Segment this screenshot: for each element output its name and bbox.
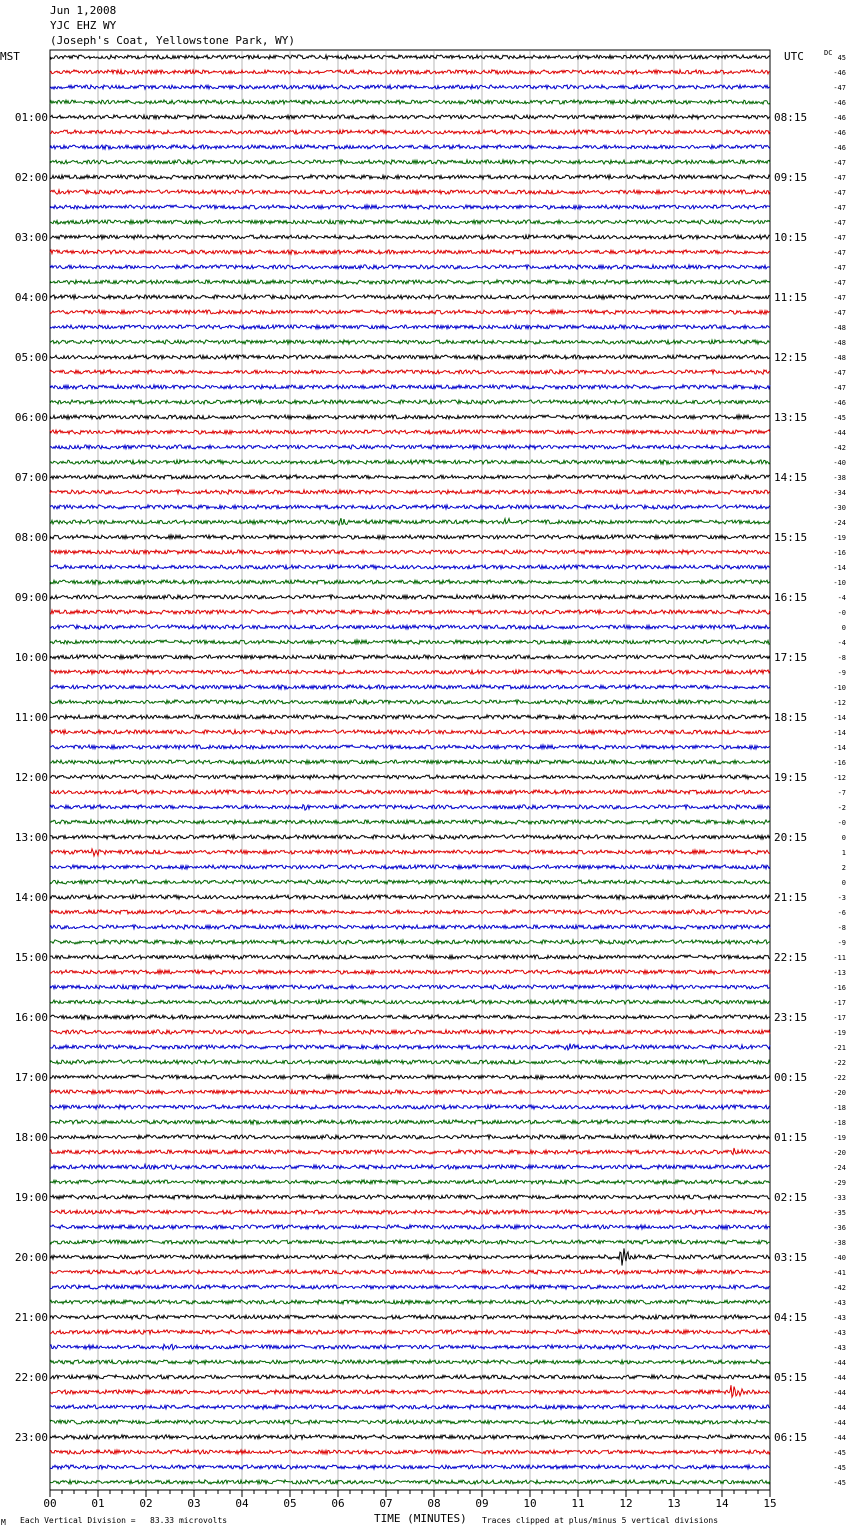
dc-offset-label: 2 bbox=[841, 864, 846, 872]
trace-line bbox=[50, 849, 770, 856]
trace-line bbox=[50, 115, 770, 119]
trace-line bbox=[50, 730, 770, 734]
left-timezone-label: MST bbox=[0, 50, 20, 63]
dc-offset-label: -34 bbox=[833, 489, 846, 497]
dc-offset-label: -48 bbox=[833, 324, 846, 332]
dc-offset-label: -36 bbox=[833, 1224, 846, 1232]
dc-offset-label: -38 bbox=[833, 474, 846, 482]
trace-line bbox=[50, 1180, 770, 1184]
left-hour-label: 21:00 bbox=[14, 1311, 48, 1324]
left-hour-label: 04:00 bbox=[14, 291, 48, 304]
left-hour-label: 07:00 bbox=[14, 471, 48, 484]
trace-line bbox=[50, 1360, 770, 1364]
left-hour-label: 22:00 bbox=[14, 1371, 48, 1384]
trace-line bbox=[50, 985, 770, 989]
dc-offset-label: -7 bbox=[837, 789, 846, 797]
dc-offset-label: -46 bbox=[833, 129, 846, 137]
dc-offset-label: -47 bbox=[833, 294, 846, 302]
trace-line bbox=[50, 55, 770, 59]
trace-line bbox=[50, 1420, 770, 1424]
left-hour-label: 05:00 bbox=[14, 351, 48, 364]
trace-line bbox=[50, 865, 770, 869]
trace-line bbox=[50, 400, 770, 404]
dc-offset-label: -44 bbox=[833, 1374, 846, 1382]
right-hour-label: 02:15 bbox=[774, 1191, 808, 1204]
left-hour-label: 11:00 bbox=[14, 711, 48, 724]
dc-offset-header: DC bbox=[824, 49, 833, 57]
trace-line bbox=[50, 955, 770, 959]
trace-line bbox=[50, 310, 770, 314]
x-tick-label: 03 bbox=[187, 1497, 201, 1510]
dc-offset-label: -44 bbox=[833, 429, 846, 437]
trace-line bbox=[50, 265, 770, 269]
trace-line bbox=[50, 760, 770, 764]
trace-line bbox=[50, 145, 770, 149]
right-hour-label: 22:15 bbox=[774, 951, 808, 964]
dc-offset-label: -44 bbox=[833, 1389, 846, 1397]
trace-line bbox=[50, 1240, 770, 1244]
dc-offset-label: -22 bbox=[833, 1074, 846, 1082]
trace-line bbox=[50, 685, 770, 689]
dc-offset-label: 0 bbox=[841, 834, 846, 842]
dc-offset-label: -17 bbox=[833, 1014, 846, 1022]
dc-offset-label: -13 bbox=[833, 969, 846, 977]
dc-offset-label: -29 bbox=[833, 1179, 846, 1187]
x-tick-label: 10 bbox=[523, 1497, 537, 1510]
trace-line bbox=[50, 805, 770, 811]
trace-line bbox=[50, 775, 770, 779]
x-tick-label: 07 bbox=[379, 1497, 393, 1510]
trace-line bbox=[50, 220, 770, 224]
trace-line bbox=[50, 1195, 770, 1199]
dc-offset-label: -12 bbox=[833, 774, 846, 782]
dc-offset-label: -46 bbox=[833, 144, 846, 152]
right-hour-label: 11:15 bbox=[774, 291, 808, 304]
dc-offset-label: -9 bbox=[837, 939, 846, 947]
dc-offset-label: -6 bbox=[837, 909, 846, 917]
trace-line bbox=[50, 1435, 770, 1439]
trace-line bbox=[50, 235, 770, 239]
dc-offset-label: -16 bbox=[833, 984, 846, 992]
left-hour-label: 19:00 bbox=[14, 1191, 48, 1204]
trace-line bbox=[50, 670, 770, 674]
right-timezone-label: UTC bbox=[784, 50, 804, 63]
trace-line bbox=[50, 445, 770, 449]
right-hour-label: 16:15 bbox=[774, 591, 808, 604]
dc-offset-label: -21 bbox=[833, 1044, 846, 1052]
dc-offset-label: -19 bbox=[833, 534, 846, 542]
dc-offset-label: -46 bbox=[833, 114, 846, 122]
trace-line bbox=[50, 940, 770, 944]
dc-offset-label: -19 bbox=[833, 1134, 846, 1142]
x-tick-label: 09 bbox=[475, 1497, 489, 1510]
dc-offset-label: -47 bbox=[833, 369, 846, 377]
dc-offset-label: -47 bbox=[833, 384, 846, 392]
trace-line bbox=[50, 535, 770, 539]
trace-line bbox=[50, 340, 770, 344]
trace-line bbox=[50, 1148, 770, 1155]
dc-offset-label: -47 bbox=[833, 84, 846, 92]
x-axis-title: TIME (MINUTES) bbox=[374, 1512, 467, 1525]
dc-offset-label: -47 bbox=[833, 219, 846, 227]
dc-offset-label: -46 bbox=[833, 399, 846, 407]
left-hour-label: 13:00 bbox=[14, 831, 48, 844]
trace-line bbox=[50, 355, 770, 359]
x-tick-label: 13 bbox=[667, 1497, 681, 1510]
left-hour-label: 20:00 bbox=[14, 1251, 48, 1264]
dc-offset-label: -16 bbox=[833, 549, 846, 557]
trace-line bbox=[50, 970, 770, 974]
scale-note: Each Vertical Division = 83.33 microvolts bbox=[20, 1516, 228, 1525]
left-hour-label: 23:00 bbox=[14, 1431, 48, 1444]
trace-line bbox=[50, 550, 770, 554]
trace-line bbox=[50, 700, 770, 704]
right-hour-label: 18:15 bbox=[774, 711, 808, 724]
dc-offset-label: -22 bbox=[833, 1059, 846, 1067]
trace-line bbox=[50, 1405, 770, 1409]
trace-line bbox=[50, 1344, 770, 1349]
right-hour-label: 20:15 bbox=[774, 831, 808, 844]
dc-offset-label: -8 bbox=[837, 924, 846, 932]
dc-offset-label: -47 bbox=[833, 234, 846, 242]
trace-line bbox=[50, 910, 770, 914]
left-hour-label: 16:00 bbox=[14, 1011, 48, 1024]
x-tick-label: 15 bbox=[763, 1497, 777, 1510]
dc-offset-label: -35 bbox=[833, 1209, 846, 1217]
right-hour-label: 00:15 bbox=[774, 1071, 808, 1084]
dc-offset-label: -47 bbox=[833, 189, 846, 197]
dc-offset-label: -41 bbox=[833, 1269, 846, 1277]
trace-line bbox=[50, 85, 770, 89]
trace-line bbox=[50, 880, 770, 884]
trace-line bbox=[50, 415, 770, 419]
trace-line bbox=[50, 1480, 770, 1484]
trace-line bbox=[50, 1315, 770, 1319]
trace-line bbox=[50, 190, 770, 194]
dc-offset-label: -2 bbox=[837, 804, 846, 812]
dc-offset-label: -12 bbox=[833, 699, 846, 707]
dc-offset-label: -45 bbox=[833, 1479, 846, 1487]
trace-line bbox=[50, 1465, 770, 1469]
x-tick-label: 06 bbox=[331, 1497, 345, 1510]
trace-line bbox=[50, 1135, 770, 1139]
x-tick-label: 05 bbox=[283, 1497, 297, 1510]
dc-offset-label: -47 bbox=[833, 159, 846, 167]
trace-line bbox=[50, 175, 770, 179]
dc-offset-label: -44 bbox=[833, 1404, 846, 1412]
dc-offset-label: -43 bbox=[833, 1314, 846, 1322]
dc-offset-label: -20 bbox=[833, 1089, 846, 1097]
dc-offset-label: -48 bbox=[833, 339, 846, 347]
dc-offset-label: -44 bbox=[833, 1359, 846, 1367]
trace-line bbox=[50, 295, 770, 299]
trace-line bbox=[50, 1385, 770, 1397]
trace-line bbox=[50, 820, 770, 824]
dc-offset-label: -24 bbox=[833, 1164, 846, 1172]
trace-line bbox=[50, 518, 770, 525]
left-hour-label: 10:00 bbox=[14, 651, 48, 664]
dc-offset-label: -48 bbox=[833, 354, 846, 362]
trace-line bbox=[50, 1000, 770, 1004]
dc-offset-label: -9 bbox=[837, 669, 846, 677]
trace-line bbox=[50, 745, 770, 749]
dc-offset-label: -19 bbox=[833, 1029, 846, 1037]
dc-offset-label: -40 bbox=[833, 459, 846, 467]
trace-line bbox=[50, 925, 770, 929]
trace-line bbox=[50, 1075, 770, 1079]
right-hour-label: 23:15 bbox=[774, 1011, 808, 1024]
trace-line bbox=[50, 580, 770, 584]
trace-line bbox=[50, 1330, 770, 1334]
x-tick-label: 02 bbox=[139, 1497, 153, 1510]
trace-line bbox=[50, 1285, 770, 1289]
right-hour-label: 10:15 bbox=[774, 231, 808, 244]
trace-line bbox=[50, 1090, 770, 1094]
station-code: YJC EHZ WY bbox=[50, 19, 117, 32]
trace-line bbox=[50, 595, 770, 599]
trace-line bbox=[50, 790, 770, 794]
dc-offset-label: -30 bbox=[833, 504, 846, 512]
x-tick-label: 14 bbox=[715, 1497, 729, 1510]
dc-offset-label: -24 bbox=[833, 519, 846, 527]
trace-line bbox=[50, 715, 770, 719]
trace-line bbox=[50, 160, 770, 164]
trace-line bbox=[50, 325, 770, 329]
left-hour-label: 14:00 bbox=[14, 891, 48, 904]
dc-offset-label: -33 bbox=[833, 1194, 846, 1202]
dc-offset-label: -40 bbox=[833, 1254, 846, 1262]
x-tick-label: 04 bbox=[235, 1497, 249, 1510]
trace-line bbox=[50, 1120, 770, 1124]
dc-offset-label: -3 bbox=[837, 894, 846, 902]
dc-offset-label: -43 bbox=[833, 1329, 846, 1337]
station-location: (Joseph's Coat, Yellowstone Park, WY) bbox=[50, 34, 296, 47]
dc-offset-label: -0 bbox=[837, 609, 846, 617]
right-hour-label: 13:15 bbox=[774, 411, 808, 424]
dc-offset-label: -47 bbox=[833, 309, 846, 317]
trace-line bbox=[50, 610, 770, 614]
trace-line bbox=[50, 370, 770, 374]
right-hour-label: 05:15 bbox=[774, 1371, 808, 1384]
trace-line bbox=[50, 205, 770, 209]
left-hour-label: 08:00 bbox=[14, 531, 48, 544]
dc-offset-label: -47 bbox=[833, 174, 846, 182]
right-hour-label: 08:15 bbox=[774, 111, 808, 124]
dc-offset-label: -42 bbox=[833, 444, 846, 452]
trace-line bbox=[50, 1300, 770, 1304]
trace-line bbox=[50, 1375, 770, 1379]
dc-offset-label: 1 bbox=[841, 849, 846, 857]
trace-line bbox=[50, 490, 770, 494]
x-tick-label: 11 bbox=[571, 1497, 585, 1510]
trace-line bbox=[50, 565, 770, 569]
right-hour-label: 19:15 bbox=[774, 771, 808, 784]
left-hour-label: 17:00 bbox=[14, 1071, 48, 1084]
right-hour-label: 09:15 bbox=[774, 171, 808, 184]
dc-offset-label: -4 bbox=[837, 639, 846, 647]
left-hour-label: 02:00 bbox=[14, 171, 48, 184]
right-hour-label: 15:15 bbox=[774, 531, 808, 544]
x-tick-label: 08 bbox=[427, 1497, 441, 1510]
x-tick-label: 00 bbox=[43, 1497, 57, 1510]
trace-line bbox=[50, 130, 770, 134]
right-hour-label: 14:15 bbox=[774, 471, 808, 484]
plot-date: Jun 1,2008 bbox=[50, 4, 117, 17]
dc-offset-label: -45 bbox=[833, 1449, 846, 1457]
dc-offset-label: -47 bbox=[833, 279, 846, 287]
right-hour-label: 04:15 bbox=[774, 1311, 808, 1324]
trace-line bbox=[50, 1164, 770, 1169]
trace-line bbox=[50, 895, 770, 899]
dc-offset-label: -38 bbox=[833, 1239, 846, 1247]
dc-offset-label: -10 bbox=[833, 684, 846, 692]
dc-offset-label: -46 bbox=[833, 69, 846, 77]
left-hour-label: 03:00 bbox=[14, 231, 48, 244]
dc-offset-label: -8 bbox=[837, 654, 846, 662]
dc-offset-label: -42 bbox=[833, 1284, 846, 1292]
dc-offset-label: -45 bbox=[833, 414, 846, 422]
left-hour-label: 15:00 bbox=[14, 951, 48, 964]
dc-offset-label: -18 bbox=[833, 1104, 846, 1112]
dc-offset-label: -43 bbox=[833, 1344, 846, 1352]
trace-line bbox=[50, 280, 770, 284]
dc-offset-label: -17 bbox=[833, 999, 846, 1007]
left-hour-label: 12:00 bbox=[14, 771, 48, 784]
dc-offset-label: 45 bbox=[837, 54, 846, 62]
trace-line bbox=[50, 505, 770, 509]
trace-line bbox=[50, 1030, 770, 1034]
dc-offset-label: -43 bbox=[833, 1299, 846, 1307]
dc-offset-label: -47 bbox=[833, 249, 846, 257]
trace-line bbox=[50, 100, 770, 104]
trace-line bbox=[50, 1270, 770, 1274]
right-hour-label: 03:15 bbox=[774, 1251, 808, 1264]
dc-offset-label: -20 bbox=[833, 1149, 846, 1157]
trace-line bbox=[50, 250, 770, 254]
right-hour-label: 12:15 bbox=[774, 351, 808, 364]
dc-offset-label: -18 bbox=[833, 1119, 846, 1127]
trace-line bbox=[50, 1210, 770, 1214]
trace-line bbox=[50, 640, 770, 644]
dc-offset-label: -44 bbox=[833, 1434, 846, 1442]
left-hour-label: 18:00 bbox=[14, 1131, 48, 1144]
dc-offset-label: -47 bbox=[833, 204, 846, 212]
trace-line bbox=[50, 70, 770, 74]
right-hour-label: 01:15 bbox=[774, 1131, 808, 1144]
right-hour-label: 06:15 bbox=[774, 1431, 808, 1444]
dc-offset-label: -10 bbox=[833, 579, 846, 587]
dc-offset-label: -14 bbox=[833, 564, 846, 572]
dc-offset-label: 0 bbox=[841, 879, 846, 887]
dc-offset-label: -45 bbox=[833, 1464, 846, 1472]
left-hour-label: 06:00 bbox=[14, 411, 48, 424]
trace-line bbox=[50, 1225, 770, 1229]
trace-line bbox=[50, 1450, 770, 1454]
trace-line bbox=[50, 1015, 770, 1019]
dc-offset-label: 0 bbox=[841, 624, 846, 632]
trace-line bbox=[50, 475, 770, 479]
x-tick-label: 01 bbox=[91, 1497, 105, 1510]
trace-line bbox=[50, 655, 770, 659]
trace-line bbox=[50, 430, 770, 434]
left-hour-label: 01:00 bbox=[14, 111, 48, 124]
trace-line bbox=[50, 1105, 770, 1109]
dc-offset-label: -46 bbox=[833, 99, 846, 107]
dc-offset-label: -44 bbox=[833, 1419, 846, 1427]
dc-offset-label: -14 bbox=[833, 729, 846, 737]
x-tick-label: 12 bbox=[619, 1497, 633, 1510]
left-hour-label: 09:00 bbox=[14, 591, 48, 604]
trace-line bbox=[50, 1248, 770, 1265]
dc-offset-label: -0 bbox=[837, 819, 846, 827]
trace-line bbox=[50, 1060, 770, 1064]
trace-line bbox=[50, 1044, 770, 1050]
trace-line bbox=[50, 385, 770, 389]
right-hour-label: 21:15 bbox=[774, 891, 808, 904]
corner-mark: M bbox=[1, 1518, 6, 1527]
dc-offset-label: -11 bbox=[833, 954, 846, 962]
dc-offset-label: -16 bbox=[833, 759, 846, 767]
clip-note: Traces clipped at plus/minus 5 vertical divisions bbox=[482, 1516, 719, 1525]
dc-offset-label: -14 bbox=[833, 714, 846, 722]
right-hour-label: 17:15 bbox=[774, 651, 808, 664]
trace-line bbox=[50, 625, 770, 629]
dc-offset-label: -14 bbox=[833, 744, 846, 752]
trace-line bbox=[50, 835, 770, 839]
dc-offset-label: -4 bbox=[837, 594, 846, 602]
trace-line bbox=[50, 460, 770, 464]
dc-offset-label: -47 bbox=[833, 264, 846, 272]
